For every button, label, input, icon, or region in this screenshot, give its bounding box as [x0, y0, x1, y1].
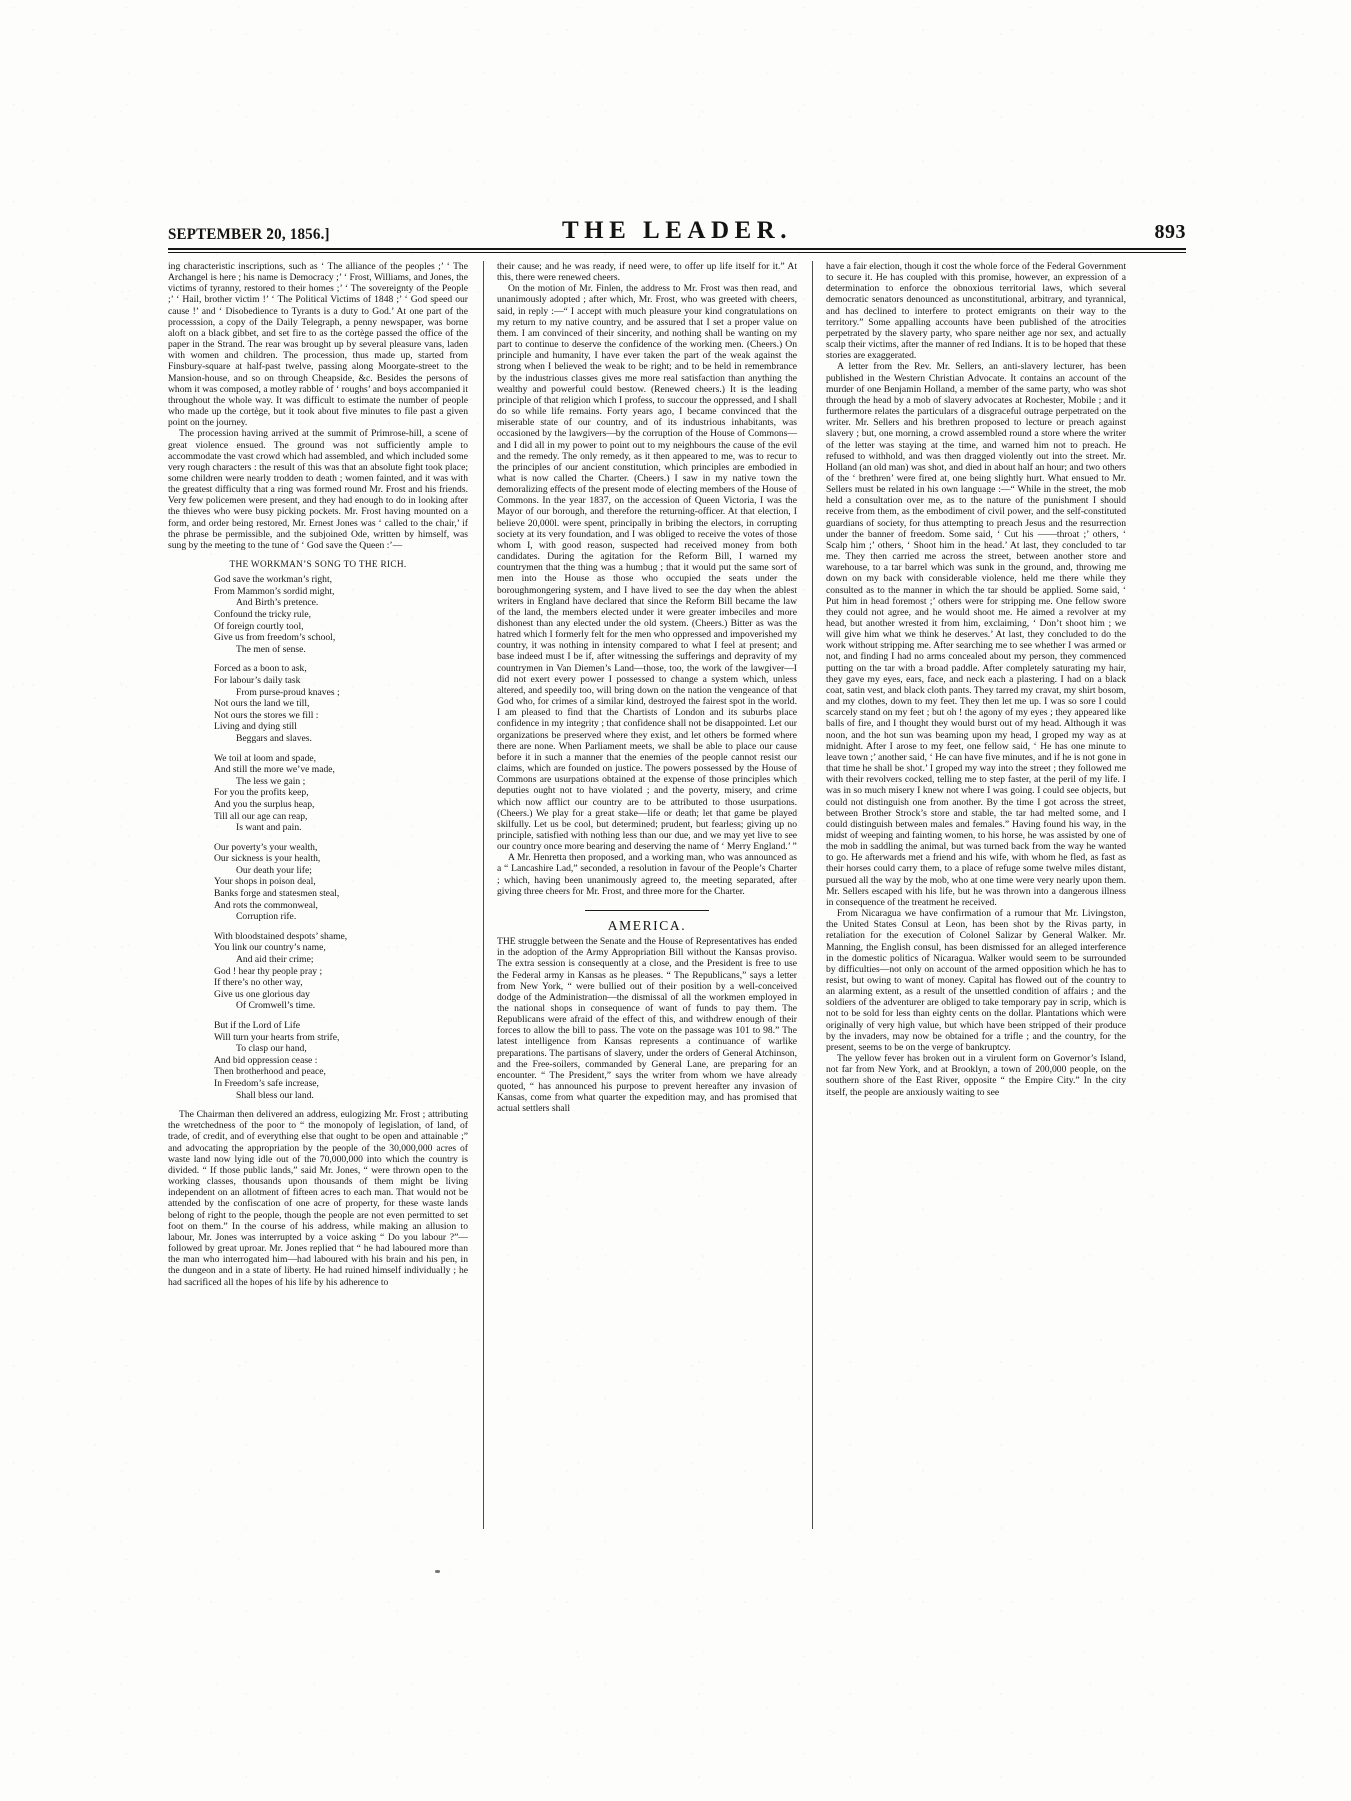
- poem-stanza: [168, 663, 468, 744]
- poem-line: Our death your life;: [236, 864, 312, 876]
- poem-stanza: [168, 931, 468, 1012]
- poem-line: Give us one glorious day: [214, 988, 310, 1000]
- poem-line: Your shops in poison deal,: [214, 876, 316, 888]
- column-divider: [468, 261, 497, 1557]
- paragraph: The Chairman then delivered an address, eulogizing Mr. Frost ; attributing the wretchedness of the poor to “ the monopoly of legislation, of land, of trade, of credit, and of everything else that ought to be open and attainable ;” and advocating the appropriation by the people of the 30,000,000 acres of waste land now lying idle out of the 70,000,000 into which the country is divided. “ If those public lands,” said Mr. Jones, “ were thrown open to the working classes, thousands upon thousands of them might be living independent on an allotment of fifteen acres to each man. That would not be attended by the confiscation of one acre of property, for these waste lands belong of right to the people, though the people are not even permitted to set foot on them.” In the course of his address, while making an allusion to labour, Mr. Jones was interrupted by a voice asking “ Do you labour ?”—followed by great uproar. Mr. Jones replied that “ he had laboured more than the man who interrogated him—had laboured with his brain and his pen, in the dungeon and in a state of liberty. He had ruined himself individually ; he had sacrificed all the hopes of his life by his adherence to: [168, 1109, 468, 1288]
- poem-line: For you the profits keep,: [214, 787, 309, 799]
- poem-line: God save the workman’s right,: [214, 574, 333, 586]
- poem-line: Shall bless our land.: [236, 1089, 314, 1101]
- poem-line: Will turn your hearts from strife,: [214, 1031, 340, 1043]
- paragraph: THE struggle between the Senate and the House of Representatives has ended in the adoption of the Army Appropriation Bill without the Kansas proviso. The extra session is consequently at a close, and the President is free to use the Federal army in Kansas as he pleases. “ The Republicans,” says a letter from New York, “ were bullied out of their position by a well-conceived dodge of the Administration—the dismissal of all the workmen employed in the national shops in consequence of want of funds to pay them. The Republicans were afraid of the effect of this, and withdrew enough of their forces to allow the bill to pass. The vote on the passage was 101 to 98.” The latest intelligence from Kansas represents a continuance of warlike preparations. The partisans of slavery, under the orders of General Atchinson, and the Free-soilers, commanded by General Lane, are preparing for an encounter. “ The President,” says the writer from whom we have already quoted, “ has announced his purpose to prevent hereafter any invasion of Kansas, come from what quarter the expedition may, and has promised that actual settlers shall: [497, 936, 797, 1115]
- poem-line: Till all our age can reap,: [214, 810, 308, 822]
- publication-title: THE LEADER.: [562, 217, 792, 244]
- poem-line: From purse-proud knaves ;: [236, 686, 340, 698]
- section-heading-america: AMERICA.: [607, 917, 687, 933]
- poem-line: If there’s no other way,: [214, 977, 303, 989]
- poem-line: And Birth’s pretence.: [236, 597, 319, 609]
- poem-stanza: [168, 753, 468, 834]
- paragraph: The yellow fever has broken out in a virulent form on Governor’s Island, not far from New York, and at Brooklyn, a town of 200,000 people, on the southern shore of the East River, opposite “ the Empire City.” In the city itself, the people are anxiously waiting to see: [826, 1053, 1126, 1098]
- paragraph: A letter from the Rev. Mr. Sellers, an anti-slavery lecturer, has been published in the Western Christian Advocate. It contains an account of the murder of one Benjamin Holland, a member of the same party, who was shot through the head by a mob of slavery advocates at Rochester, Mobile ; and it furthermore relates the particulars of a disgraceful outrage perpetrated on the writer. Mr. Sellers and his brethren proposed to lecture or preach against slavery ; but, one morning, a crowd assembled round a store where the writer of the letter was staying at the time, and warned him not to preach. He refused to withhold, and was then dragged violently out into the street. Mr. Holland (an old man) was shot, and died in about half an hour; and two others of the ‘ brethren’ were fired at, one being slightly hurt. What ensued to Mr. Sellers must be related in his own language :—“ While in the street, the mob held a consultation over me, as to the nature of the punishment I should receive from them, as the embodiment of civil power, and the self-constituted guardians of society, for thus attempting to preach Jesus and the resurrection under the banner of freedom. Some said, ‘ Cut his ——throat ;’ others, ‘ Scalp him ;’ others, ‘ Shoot him in the head.’ At last, they concluded to tar me. They then carried me across the street, between another store and warehouse, to a tar barrel which was sunk in the ground, and, throwing me down on my back with considerable violence, held me there while they consulted as to the manner in which the tar should be applied. Some said, ‘ Put him in head foremost ;’ others were for stripping me. One fellow swore they could not agree, and he would shoot me. He aimed a revolver at my head, but another wrested it from him, exclaiming, ‘ Don’t shoot him ; we will give him what we think he deserves.’ At last, they concluded to do the work without stripping me. After searching me to see whether I was armed or not, and finding I had no arms concealed about my person, they commenced putting on the tar with a broad paddle. After completely saturating my hair, they gave my eyes, ears, face, and neck each a plastering. I had on a black coat, satin vest, and black cloth pants. They tarred my cravat, my shirt bosom, and my clothes, down to my feet. They then let me up. I was so sore I could scarcely stand on my feet ; but oh ! the agony of my eyes ; they appeared like balls of fire, and I thought they would burst out of my head. Although it was noon, and the hot sun was beaming upon my head, I groped my way as at midnight. After I arose to my feet, one fellow said, ‘ He has one minute to leave town ;’ another said, ‘ He can have five minutes, and if he is not gone in that time he shall be shot.’ I groped my way into the street ; they followed me with their revolvers cocked, telling me to step faster, at the peril of my life. I was in so much misery I knew not where I was going. I could see objects, but could not distinguish one from another. By the time I got across the street, between Brother Strock’s store and stable, the tar had melted some, and I could distinguish between males and females.” Having found his way, in the midst of weeping and fainting women, to his horse, he was assisted by one of the mob in saddling the animal, but was turned back from the way he wanted to go. He afterwards met a friend and his wife, with whom he fled, as fast as their horses could carry them, to a place of refuge some twelve miles distant, pursued all the way by the mob, who at one time were very nearly upon them. Mr. Sellers escaped with his life, but he was thrown into a dangerous illness in consequence of the treatment he received.: [826, 361, 1126, 908]
- poem-line: Living and dying still: [214, 721, 297, 733]
- paragraph: have a fair election, though it cost the whole force of the Federal Government to secure it. He has coupled with this promise, however, an expression of a determination to enforce the obnoxious territorial laws, which several democratic senators denounced as unconstitutional, arbitrary, and tyrannical, and has declined to interfere to protect emigrants on their way to the territory.” Some appalling accounts have been published of the atrocities perpetrated by the slavery party, who spare neither age nor sex, and actually scalp their victims, after the manner of red Indians. It is to be hoped that these stories are exaggerated.: [826, 261, 1126, 362]
- newspaper-page: [168, 214, 1186, 1559]
- paragraph: A Mr. Henretta then proposed, and a working man, who was announced as a “ Lancashire Lad,” seconded, a resolution in favour of the People’s Charter ; which, having been unanimously agreed to, the meeting separated, after giving three cheers for Mr. Frost, and three more for the Charter.: [497, 852, 797, 897]
- poem-line: And rots the commonweal,: [214, 899, 318, 911]
- poem-line: Our poverty’s your wealth,: [214, 841, 318, 853]
- paragraph: The procession having arrived at the summit of Primrose-hill, a scene of great violence ensued. The ground was not sufficiently ample to accommodate the vast crowd which had assembled, and which included some very rough characters : the result of this was that an absolute fight took place; some children were nearly trodden to death ; women fainted, and it was with the greatest difficulty that a ring was formed round Mr. Frost and his friends. Very few policemen were present, and they had enough to do in looking after the thieves who were busy picking pockets. Mr. Frost having mounted on a form, and order being restored, Mr. Ernest Jones was ‘ called to the chair,’ if the phrase be permissible, and the subjoined Ode, written by himself, was sung by the meeting to the tune of ‘ God save the Queen :’—: [168, 428, 468, 551]
- poem-line: And bid oppression cease :: [214, 1054, 318, 1066]
- column-divider: [797, 261, 826, 1557]
- poem-line: In Freedom’s safe increase,: [214, 1077, 319, 1089]
- poem-stanza: [168, 1020, 468, 1101]
- poem-stanza: [168, 574, 468, 655]
- masthead-rule: [168, 248, 1186, 253]
- issue-date: SEPTEMBER 20, 1856.]: [168, 226, 330, 243]
- column-layout: [168, 261, 1186, 1557]
- poem-line: With bloodstained despots’ shame,: [214, 930, 348, 942]
- poem-line: For labour’s daily task: [214, 674, 301, 686]
- poem-line: Corruption rife.: [236, 911, 297, 923]
- poem-line: The less we gain ;: [236, 775, 306, 787]
- poem-line: Of foreign courtly tool,: [214, 620, 304, 632]
- column-2: [497, 261, 797, 1557]
- poem-line: But if the Lord of Life: [214, 1020, 301, 1031]
- poem-stanza: [168, 842, 468, 923]
- poem-line: The men of sense.: [236, 643, 306, 655]
- poem-line: You link our country’s name,: [214, 942, 326, 954]
- paragraph: From Nicaragua we have confirmation of a rumour that Mr. Livingston, the United States Consul at Leon, has been shot by the Rivas party, in retaliation for the execution of Colonel Salizar by General Walker. Mr. Manning, the English consul, has been dismissed for an alleged interference in the domestic politics of Nicaragua. Walker would seem to be surrounded by difficulties—not only on account of the armed opposition which he has to resist, but owing to want of money. Capital has flowed out of the country to an alarming extent, as a result of the unsettled condition of affairs ; and the soldiers of the adventurer are obliged to take temporary pay in scrip, which is not to be sold for less than eighty cents on the dollar. Plantations which were originally of very high value, but which have been stripped of their produce by the invaders, may now be obtained for a trifle ; and the country, for the present, seems to be on the verge of bankruptcy.: [826, 908, 1126, 1053]
- poem-line: Is want and pain.: [236, 822, 302, 834]
- paragraph: ing characteristic inscriptions, such as ‘ The alliance of the peoples ;’ ‘ The Archangel is here ; his name is Democracy ;’ ‘ Frost, Williams, and Jones, the victims of tyranny, restored to their homes ;’ ‘ The sovereignty of the People ;’ ‘ Hail, brother victim !’ ‘ The Political Victims of 1848 ;’ ‘ God speed our cause !’ and ‘ Disobedience to Tyrants is a duty to God.’ At one part of the processsion, a copy of the Daily Telegraph, a penny newspaper, was borne aloft on a black gibbet, and set fire to as the cortège passed the office of the paper in the Strand. The rear was brought up by several pleasure vans, laden with women and children. The procession, thus made up, started from Finsbury-square at half-past twelve, passing along Moorgate-street to the Mansion-house, and so on through Cheapside, &c. Besides the persons of whom it was composed, a motley rabble of ‘ roughs’ and boys accompanied it throughout the whole way. It was difficult to estimate the number of people who made up the cortège, but it took about five minutes to file past a given point on the journey.: [168, 261, 468, 429]
- poem-line: We toil at loom and spade,: [214, 752, 317, 764]
- page-number: 893: [1154, 221, 1186, 243]
- section-rule: [585, 910, 709, 911]
- poem-line: Beggars and slaves.: [236, 732, 312, 744]
- poem-line: To clasp our hand,: [236, 1043, 307, 1055]
- poem-line: Our sickness is your health,: [214, 853, 321, 865]
- poem-line: Of Cromwell’s time.: [236, 1000, 316, 1012]
- poem-line: And still the more we’ve made,: [214, 764, 335, 776]
- poem-line: Banks forge and statesmen steal,: [214, 888, 340, 900]
- masthead: [168, 214, 1186, 244]
- poem-line: Not ours the land we till,: [214, 698, 310, 710]
- paragraph: their cause; and he was ready, if need were, to offer up life itself for it.” At this, there were renewed cheers.: [497, 261, 797, 284]
- poem-line: Give us from freedom’s school,: [214, 632, 336, 644]
- poem-line: Forced as a boon to ask,: [214, 663, 307, 675]
- column-3: [826, 261, 1126, 1557]
- poem-line: Confound the tricky rule,: [214, 609, 311, 620]
- column-1: [168, 261, 468, 1557]
- poem-line: Then brotherhood and peace,: [214, 1066, 326, 1078]
- poem-line: And you the surplus heap,: [214, 798, 315, 810]
- scan-speck: [435, 1570, 440, 1573]
- paragraph: On the motion of Mr. Finlen, the address to Mr. Frost was then read, and unanimously adopted ; after which, Mr. Frost, who was greeted with cheers, said, in reply :—“ I accept with much pleasure your kind congratulations on my return to my native country, and be assured that I set a proper value on them. I am convinced of their sincerity, and nothing shall be wanting on my part to continue to deserve the confidence of the working men. (Cheers.) On principle and humanity, I have ever taken the part of the weak against the strong when I believed the weak to be right; and to be held in remembrance by the industrious classes gives me more real satisfaction than anything the wealthy and powerful could bestow. (Renewed cheers.) It is the leading principle of that religion which I profess, to succour the oppressed, and I shall do so while life remains. Forty years ago, I became convinced that the miserable state of our country, and of its industrious inhabitants, was occasioned by the lawgivers—by the corruption of the House of Commons—and I did all in my power to point out to my neighbours the cause of the evil and the remedy. The only remedy, as it then appeared to me, was to recur to the principles of our ancient constitution, which principles are embodied in what is now called the Charter. (Cheers.) I saw in my native town the demoralizing effects of the present mode of electing members of the House of Commons. In the year 1837, on the accession of Queen Victoria, I was the Mayor of our borough, and therefore the returning-officer. At that election, I believe 20,000l. were spent, principally in bribing the electors, in corrupting society at its very foundation, and I was obliged to receive the votes of those whom I, with good reason, suspected had received money from both candidates. During the agitation for the Reform Bill, I warned my countrymen that the thing was a humbug ; that it would put the same sort of men into the House as those who occupied the seats under the boroughmongering system, and I have lived to see the day when the ablest writers in England have declared that since the Reform Bill became the law of the land, the members elected under it were greater imbeciles and more dishonest than any elected under the old system. (Cheers.) Bitter as was the hatred which I formerly felt for the men who oppressed and impoverished my country, it was nothing in intensity compared to what I feel at present; and base indeed must I be if, after witnessing the sufferings and depravity of my countrymen in Van Diemen’s Land—those, too, the work of the lawgiver—I did not exert every power I possessed to change a system which, unless altered, and speedily too, will bring down on the nation the vengeance of that God who, for crimes of a similar kind, destroyed the fairest spot in the world. I am pleased to find that the Chartists of London and its suburbs place confidence in my integrity ; that confidence shall not be disappointed. Let our organizations be preserved where they exist, and let others be formed where there are none. When Parliament meets, we shall be able to place our cause before it in such a manner that the enemies of the people cannot resist our claims, which are founded on justice. The powers possessed by the House of Commons are usurpations obtained at the expense of those principles which deputies ought not to have violated ; and the poverty, misery, and crime which now afflict our country are to be attributed to those usurpations. (Cheers.) We play for a great stake—life or death; let that game be played skilfully. Let us be cool, but determined; prudent, but fearless; giving up no principle, satisfied with nothing less than our due, and we may yet live to see our country once more bearing and deserving the name of ‘ Merry England.’ ”: [497, 283, 797, 853]
- poem-line: From Mammon’s sordid might,: [214, 585, 335, 597]
- poem-title: THE WORKMAN’S SONG TO THE RICH.: [229, 560, 407, 571]
- poem-line: Not ours the stores we fill :: [214, 709, 319, 721]
- poem-line: And aid their crime;: [236, 954, 314, 966]
- poem-line: God ! hear thy people pray ;: [214, 965, 323, 977]
